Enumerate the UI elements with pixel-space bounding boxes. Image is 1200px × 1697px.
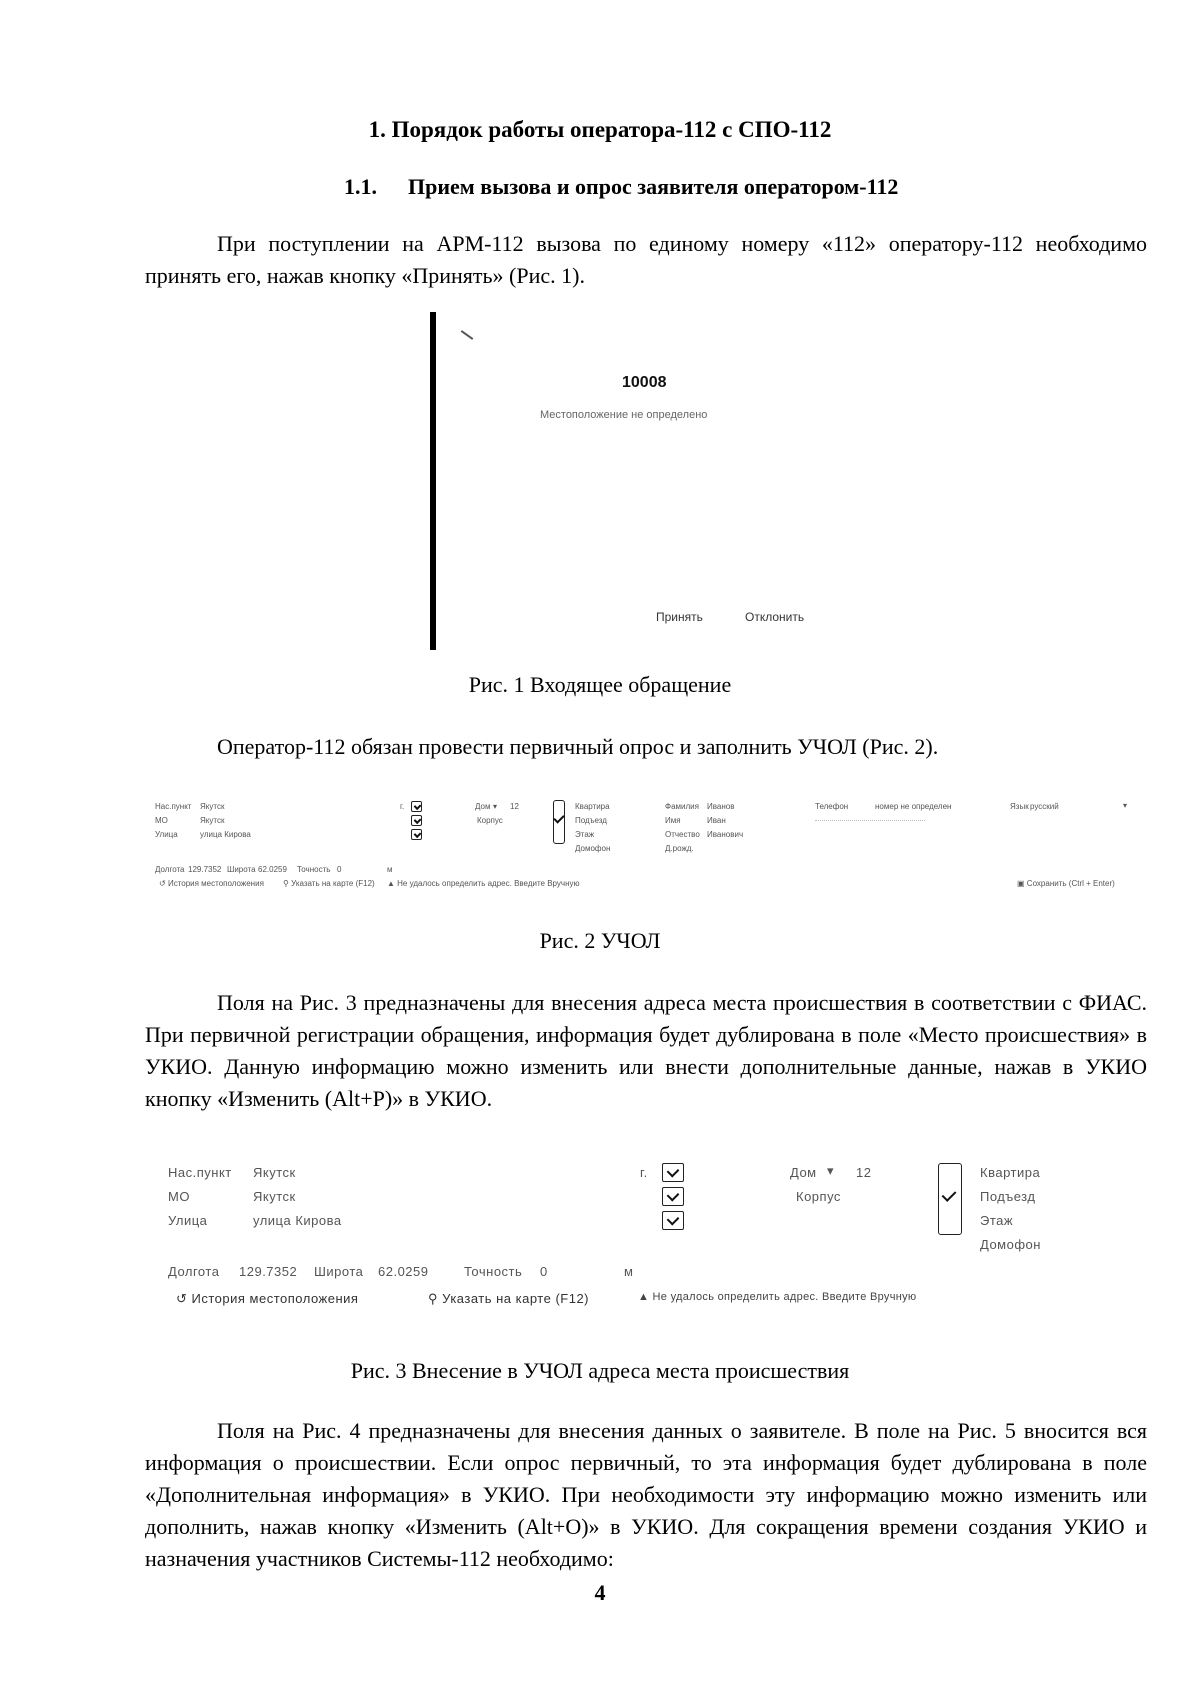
figure1-caption: Рис. 1 Входящее обращение	[468, 672, 732, 697]
accuracy-unit: м	[624, 1264, 634, 1279]
mo-field[interactable]: Якутск	[200, 816, 225, 825]
intercom-label: Домофон	[575, 844, 611, 853]
mo-field[interactable]: Якутск	[253, 1189, 296, 1204]
street-field[interactable]: улица Кирова	[253, 1213, 342, 1228]
location-status: Местоположение не определено	[540, 409, 708, 421]
check-icon[interactable]	[662, 1211, 684, 1230]
figure2-caption: Рис. 2 УЧОЛ	[539, 928, 661, 953]
settlement-label: Нас.пункт	[168, 1165, 232, 1180]
paragraph-intro: При поступлении на АРМ-112 вызова по единому номеру «112» оператору-112 необходимо принять его, нажав кнопку «Принять» (Рис. 1).	[145, 231, 1147, 288]
caller-number: 10008	[622, 374, 667, 391]
floor-label: Этаж	[980, 1213, 1014, 1228]
paragraph-survey: Оператор-112 обязан провести первичный опрос и заполнить УЧОЛ (Рис. 2).	[217, 734, 939, 759]
latitude-label: Широта	[314, 1264, 364, 1279]
map-pin-icon: ⚲	[428, 1291, 439, 1306]
page-number: 4	[594, 1580, 606, 1605]
dob-label: Д.рожд.	[665, 844, 694, 853]
korpus-label: Корпус	[796, 1189, 841, 1204]
entrance-label: Подъезд	[980, 1189, 1036, 1204]
accept-button[interactable]: Принять	[656, 610, 703, 624]
history-button[interactable]: ↺ История местоположения	[176, 1291, 359, 1306]
figure3-caption: Рис. 3 Внесение в УЧОЛ адреса места происшествия	[350, 1358, 850, 1383]
accuracy-unit: м	[387, 865, 393, 874]
latitude-field[interactable]: 62.0259	[378, 1264, 429, 1279]
save-button[interactable]: ▣ Сохранить (Ctrl + Enter)	[1017, 879, 1115, 888]
warning-message: ▲ Не удалось определить адрес. Введите Вручную	[638, 1291, 917, 1303]
house-label: Дом	[475, 802, 491, 811]
chevron-down-icon[interactable]: ▾	[1123, 801, 1128, 810]
surname-field[interactable]: Иванов	[707, 802, 735, 811]
mo-label: МО	[155, 816, 168, 825]
settlement-field[interactable]: Якутск	[200, 802, 225, 811]
accuracy-label: Точность	[464, 1264, 523, 1279]
check-icon[interactable]	[411, 815, 422, 826]
check-icon[interactable]	[662, 1163, 684, 1182]
patronymic-label: Отчество	[665, 830, 700, 839]
subsection-number: 1.1.	[344, 174, 377, 199]
figure-border-bar	[430, 312, 436, 650]
address-form-large	[168, 1163, 1068, 1313]
entrance-label: Подъезд	[575, 816, 607, 825]
subsection-heading	[344, 174, 898, 200]
paragraph-applicant: Поля на Рис. 4 предназначены для внесения данных о заявителе. В поле на Рис. 5 вносится вся информация о происшествии. Если опрос первичный, то эта информация будет дублирована в поле «Дополнительная информация» в УКИО. При необходимости эту информацию можно изменить или дополнить, нажав кнопку «Изменить (Alt+O)» в УКИО. Для сокращения времени создания УКИО и назначения участников Системы-112 необходимо:	[145, 1418, 1147, 1571]
map-button[interactable]: ⚲ Указать на карте (F12)	[428, 1291, 590, 1306]
paragraph-address: Поля на Рис. 3 предназначены для внесения адреса места происшествия в соответствии с ФИАС. При первичной регистрации обращения, информация будет дублирована в поле «Место происшествия» в УКИО. Данную информацию можно изменить или внести дополнительные данные, нажав в УКИО кнопку «Изменить (Alt+P)» в УКИО.	[145, 990, 1147, 1111]
history-icon: ↺	[159, 879, 166, 888]
reject-button[interactable]: Отклонить	[745, 610, 805, 624]
street-field[interactable]: улица Кирова	[200, 830, 251, 839]
floor-label: Этаж	[575, 830, 595, 839]
section-heading: 1. Порядок работы оператора-112 с СПО-112	[368, 117, 832, 142]
house-field[interactable]: 12	[856, 1165, 872, 1180]
chevron-down-icon[interactable]: ▾	[493, 802, 498, 811]
longitude-label: Долгота	[155, 865, 185, 874]
phone-field[interactable]: номер не определен	[875, 802, 952, 811]
check-icon[interactable]	[411, 801, 422, 812]
check-icon[interactable]	[662, 1187, 684, 1206]
chevron-down-icon[interactable]: ▾	[827, 1163, 835, 1178]
history-button[interactable]: ↺ История местоположения	[159, 879, 264, 888]
language-select[interactable]: русский	[1030, 802, 1059, 811]
korpus-label: Корпус	[477, 816, 503, 825]
street-label: Улица	[155, 830, 178, 839]
cursor-mark-icon	[461, 330, 474, 340]
accuracy-field[interactable]: 0	[337, 865, 342, 874]
incoming-call-figure	[430, 312, 870, 652]
accuracy-field[interactable]: 0	[540, 1264, 548, 1279]
street-label: Улица	[168, 1213, 208, 1228]
longitude-field[interactable]: 129.7352	[239, 1264, 298, 1279]
save-icon: ▣	[1017, 879, 1025, 888]
warning-message: ▲ Не удалось определить адрес. Введите Вручную	[387, 879, 580, 888]
apartment-label: Квартира	[980, 1165, 1041, 1180]
settlement-field[interactable]: Якутск	[253, 1165, 296, 1180]
patronymic-field[interactable]: Иванович	[707, 830, 744, 839]
latitude-field[interactable]: 62.0259	[258, 865, 287, 874]
phone-secondary-line	[815, 820, 925, 821]
longitude-label: Долгота	[168, 1264, 220, 1279]
name-field[interactable]: Иван	[707, 816, 726, 825]
house-label: Дом	[790, 1165, 817, 1180]
mo-label: МО	[168, 1189, 190, 1204]
apartment-label: Квартира	[575, 802, 610, 811]
settlement-label: Нас.пункт	[155, 802, 192, 811]
phone-label: Телефон	[815, 802, 849, 811]
uchol-form-small	[155, 800, 1145, 890]
surname-label: Фамилия	[665, 802, 699, 811]
map-button[interactable]: ⚲ Указать на карте (F12)	[283, 879, 375, 888]
warning-icon: ▲	[638, 1291, 650, 1303]
city-short-label: г.	[400, 802, 405, 811]
longitude-field[interactable]: 129.7352	[188, 865, 222, 874]
intercom-label: Домофон	[980, 1237, 1041, 1252]
house-field[interactable]: 12	[510, 802, 519, 811]
language-label: Язык	[1010, 802, 1029, 811]
name-label: Имя	[665, 816, 681, 825]
map-pin-icon: ⚲	[283, 879, 289, 888]
check-icon[interactable]	[411, 829, 422, 840]
history-icon: ↺	[176, 1291, 188, 1306]
subsection-title: Прием вызова и опрос заявителя оператором-112	[408, 174, 899, 199]
accuracy-label: Точность	[297, 865, 331, 874]
city-short-label: г.	[640, 1165, 648, 1180]
warning-icon: ▲	[387, 879, 395, 888]
latitude-label: Широта	[227, 865, 256, 874]
